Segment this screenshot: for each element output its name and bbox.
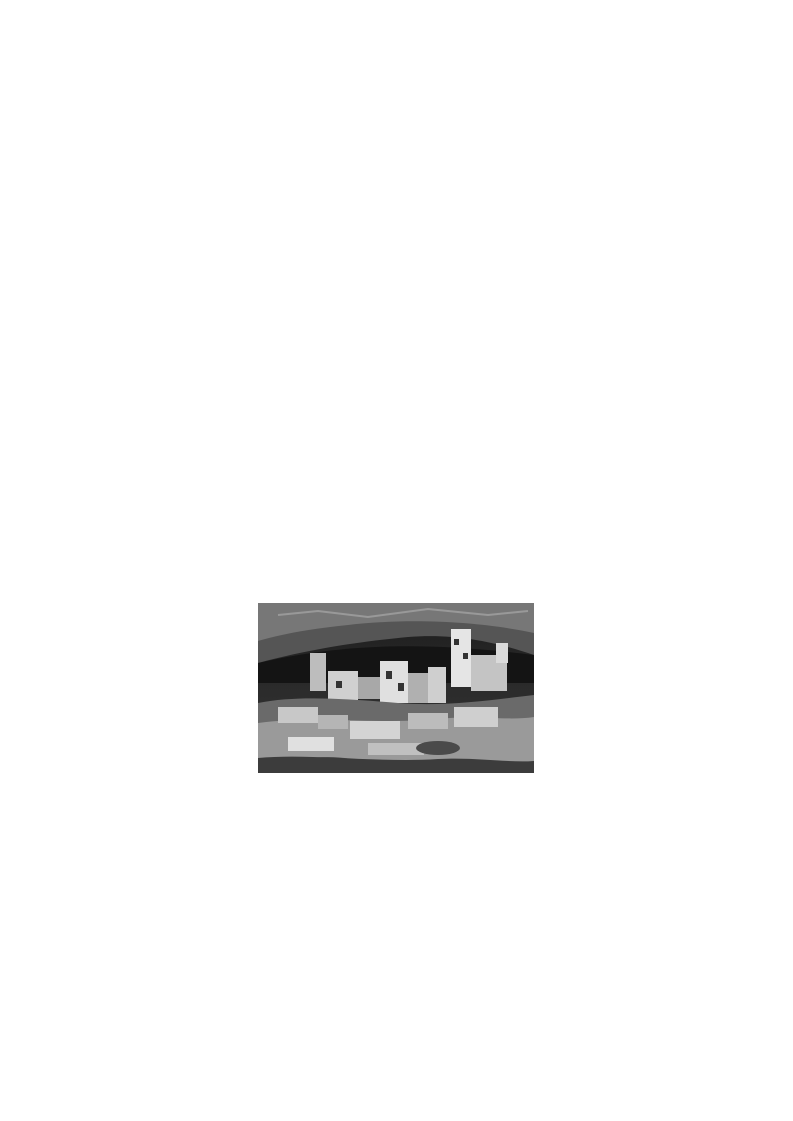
cliff-palace-photo <box>258 603 534 773</box>
